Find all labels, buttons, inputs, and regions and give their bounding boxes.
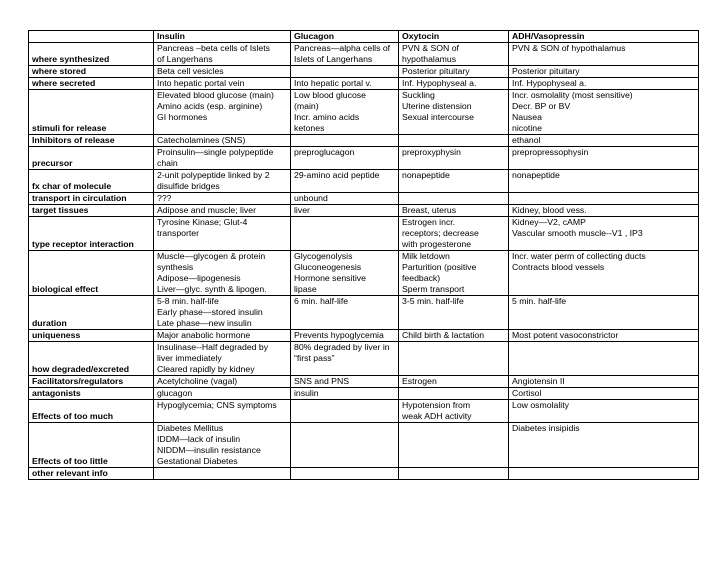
cell-line: Insulinase--Half degraded by xyxy=(157,342,269,352)
cell-line: Amino acids (esp. arginine) xyxy=(157,101,263,111)
table-cell xyxy=(154,43,291,66)
table-body xyxy=(29,43,699,480)
table-row xyxy=(29,468,699,480)
header-cell: Glucagon xyxy=(291,31,399,43)
cell-line: Parturition (positive xyxy=(402,262,477,272)
table-cell xyxy=(509,342,699,376)
table-cell xyxy=(291,342,399,376)
row-label: where stored xyxy=(29,66,154,78)
cell-line: receptors; decrease xyxy=(402,228,479,238)
table-cell xyxy=(291,147,399,170)
cell-line: Islets of Langerhans xyxy=(294,54,373,64)
table-row xyxy=(29,330,699,342)
row-label: antagonists xyxy=(29,388,154,400)
cell-line: Posterior pituitary xyxy=(402,66,470,76)
cell-line: Posterior pituitary xyxy=(512,66,580,76)
cell-line: Beta cell vesicles xyxy=(157,66,224,76)
table-cell xyxy=(291,43,399,66)
cell-line: Diabetes insipidis xyxy=(512,423,580,433)
cell-line xyxy=(512,456,695,467)
table-cell xyxy=(154,342,291,376)
cell-line: Suckling xyxy=(402,90,435,100)
cell-line: Early phase—stored insulin xyxy=(157,307,263,317)
table-cell xyxy=(291,90,399,135)
table-cell xyxy=(509,205,699,217)
table-cell xyxy=(154,400,291,423)
cell-line xyxy=(512,411,695,422)
cell-line: Into hepatic portal v. xyxy=(294,78,372,88)
cell-line: “first pass” xyxy=(294,353,335,363)
cell-line xyxy=(402,123,505,134)
table-cell xyxy=(399,468,509,480)
table-cell xyxy=(154,468,291,480)
cell-line xyxy=(402,423,505,434)
cell-line xyxy=(512,445,695,456)
cell-line: Milk letdown xyxy=(402,251,450,261)
cell-line: feedback) xyxy=(402,273,441,283)
table-cell xyxy=(291,330,399,342)
row-label: Effects of too much xyxy=(29,400,154,423)
table-cell xyxy=(509,170,699,193)
table-cell xyxy=(291,388,399,400)
table-cell xyxy=(399,66,509,78)
table-row xyxy=(29,388,699,400)
table-cell xyxy=(399,251,509,296)
cell-line xyxy=(294,217,395,228)
cell-line: Major anabolic hormone xyxy=(157,330,251,340)
cell-line: Kidney—V2, cAMP xyxy=(512,217,586,227)
cell-line: Contracts blood vessels xyxy=(512,262,605,272)
cell-line xyxy=(512,273,695,284)
cell-line: Into hepatic portal vein xyxy=(157,78,245,88)
table-cell xyxy=(154,423,291,468)
cell-line: nonapeptide xyxy=(402,170,450,180)
table-cell xyxy=(399,43,509,66)
table-row xyxy=(29,423,699,468)
cell-line: Estrogen incr. xyxy=(402,217,456,227)
cell-line: preproxyphysin xyxy=(402,147,461,157)
cell-line: PVN & SON of xyxy=(402,43,459,53)
table-cell xyxy=(399,342,509,376)
cell-line: Low osmolality xyxy=(512,400,569,410)
row-label: transport in circulation xyxy=(29,193,154,205)
cell-line: Low blood glucose xyxy=(294,90,366,100)
cell-line: Adipose and muscle; liver xyxy=(157,205,256,215)
cell-line xyxy=(294,468,395,479)
table-cell xyxy=(291,66,399,78)
cell-line: Elevated blood glucose (main) xyxy=(157,90,274,100)
cell-line xyxy=(512,434,695,445)
table-cell xyxy=(399,90,509,135)
table-row xyxy=(29,251,699,296)
cell-line xyxy=(512,342,695,353)
row-label: precursor xyxy=(29,147,154,170)
table-cell xyxy=(154,78,291,90)
cell-line: Inf. Hypophyseal a. xyxy=(402,78,477,88)
header-cell: Insulin xyxy=(154,31,291,43)
table-cell xyxy=(291,217,399,251)
table-row xyxy=(29,193,699,205)
row-label: other relevant info xyxy=(29,468,154,480)
cell-line: 5 min. half-life xyxy=(512,296,567,306)
table-cell xyxy=(291,296,399,330)
cell-line: Hypotension from xyxy=(402,400,471,410)
table-cell xyxy=(399,296,509,330)
table-cell xyxy=(291,135,399,147)
table-cell xyxy=(154,217,291,251)
table-row xyxy=(29,43,699,66)
cell-line: ethanol xyxy=(512,135,541,145)
cell-line: disulfide bridges xyxy=(157,181,220,191)
table-row xyxy=(29,296,699,330)
table-cell xyxy=(154,170,291,193)
table-cell xyxy=(509,468,699,480)
cell-line: 80% degraded by liver in xyxy=(294,342,390,352)
cell-line: weak ADH activity xyxy=(402,411,472,421)
cell-line: Glycogenolysis xyxy=(294,251,353,261)
row-label: fx char of molecule xyxy=(29,170,154,193)
row-label: Facilitators/regulators xyxy=(29,376,154,388)
cell-line: Acetylcholine (vagal) xyxy=(157,376,238,386)
row-label: where secreted xyxy=(29,78,154,90)
table-cell xyxy=(509,193,699,205)
cell-line: nonapeptide xyxy=(512,170,560,180)
hormone-table xyxy=(28,30,699,480)
table-cell xyxy=(509,78,699,90)
cell-line xyxy=(294,66,395,77)
table-row xyxy=(29,78,699,90)
cell-line: unbound xyxy=(294,193,328,203)
cell-line xyxy=(294,135,395,146)
cell-line xyxy=(157,411,287,422)
table-cell xyxy=(154,205,291,217)
cell-line: Nausea xyxy=(512,112,542,122)
table-cell xyxy=(509,251,699,296)
cell-line: Child birth & lactation xyxy=(402,330,485,340)
cell-line: Adipose—lipogenesis xyxy=(157,273,241,283)
row-label: duration xyxy=(29,296,154,330)
cell-line xyxy=(512,284,695,295)
cell-line: lipase xyxy=(294,284,317,294)
table-cell xyxy=(399,400,509,423)
row-label: where synthesized xyxy=(29,43,154,66)
cell-line: Kidney, blood vess. xyxy=(512,205,587,215)
cell-line: Sperm transport xyxy=(402,284,465,294)
cell-line: Breast, uterus xyxy=(402,205,457,215)
cell-line: Sexual intercourse xyxy=(402,112,474,122)
cell-line xyxy=(157,239,287,250)
header-cell: ADH/Vasopressin xyxy=(509,31,699,43)
row-label: Inhibitors of release xyxy=(29,135,154,147)
cell-line: 6 min. half-life xyxy=(294,296,349,306)
cell-line: Cleared rapidly by kidney xyxy=(157,364,255,374)
table-cell xyxy=(509,90,699,135)
cell-line xyxy=(402,135,505,146)
header-cell: Oxytocin xyxy=(399,31,509,43)
table-cell xyxy=(399,423,509,468)
table-cell xyxy=(509,147,699,170)
cell-line: Hormone sensitive xyxy=(294,273,366,283)
table-cell xyxy=(509,376,699,388)
cell-line: Tyrosine Kinase; Glut-4 xyxy=(157,217,248,227)
cell-line: preproglucagon xyxy=(294,147,355,157)
table-cell xyxy=(399,78,509,90)
cell-line: IDDM—lack of insulin xyxy=(157,434,241,444)
cell-line: hypothalamus xyxy=(402,54,457,64)
cell-line: Prevents hypoglycemia xyxy=(294,330,384,340)
table-cell xyxy=(509,66,699,78)
hormone-comparison-document xyxy=(28,30,698,480)
cell-line: Gestational Diabetes xyxy=(157,456,238,466)
cell-line: liver immediately xyxy=(157,353,222,363)
row-label: type receptor interaction xyxy=(29,217,154,251)
cell-line: Gluconeogenesis xyxy=(294,262,362,272)
cell-line: 2-unit polypeptide linked by 2 xyxy=(157,170,270,180)
table-cell xyxy=(291,251,399,296)
cell-line: liver xyxy=(294,205,310,215)
table-cell xyxy=(291,376,399,388)
table-cell xyxy=(509,388,699,400)
table-cell xyxy=(399,147,509,170)
table-cell xyxy=(399,135,509,147)
cell-line: Cortisol xyxy=(512,388,542,398)
cell-line: Incr. osmolality (most sensitive) xyxy=(512,90,633,100)
header-cell xyxy=(29,31,154,43)
table-cell xyxy=(509,43,699,66)
table-cell xyxy=(154,251,291,296)
table-cell xyxy=(154,376,291,388)
cell-line: Decr. BP or BV xyxy=(512,101,571,111)
table-row xyxy=(29,90,699,135)
cell-line xyxy=(294,400,395,411)
cell-line: insulin xyxy=(294,388,319,398)
cell-line xyxy=(512,193,695,204)
table-cell xyxy=(399,388,509,400)
cell-line: glucagon xyxy=(157,388,193,398)
table-cell xyxy=(291,205,399,217)
table-row xyxy=(29,376,699,388)
cell-line: chain xyxy=(157,158,178,168)
table-row xyxy=(29,342,699,376)
table-row xyxy=(29,217,699,251)
table-cell xyxy=(154,296,291,330)
cell-line: Inf. Hypophyseal a. xyxy=(512,78,587,88)
cell-line: Pancreas—alpha cells of xyxy=(294,43,391,53)
row-label: target tissues xyxy=(29,205,154,217)
table-cell xyxy=(154,193,291,205)
table-row xyxy=(29,205,699,217)
cell-line: GI hormones xyxy=(157,112,208,122)
cell-line xyxy=(402,193,505,204)
table-cell xyxy=(509,296,699,330)
row-label: how degraded/excreted xyxy=(29,342,154,376)
cell-line: 29-amino acid peptide xyxy=(294,170,380,180)
cell-line: Estrogen xyxy=(402,376,437,386)
row-label: Effects of too little xyxy=(29,423,154,468)
cell-line: transporter xyxy=(157,228,200,238)
table-cell xyxy=(291,170,399,193)
cell-line: Hypoglycemia; CNS symptoms xyxy=(157,400,277,410)
row-label: stimuli for release xyxy=(29,90,154,135)
row-label: biological effect xyxy=(29,251,154,296)
table-cell xyxy=(154,388,291,400)
cell-line xyxy=(157,468,287,479)
table-row xyxy=(29,66,699,78)
table-cell xyxy=(509,400,699,423)
cell-line: Vascular smooth muscle--V1 , IP3 xyxy=(512,228,643,238)
table-cell xyxy=(399,170,509,193)
cell-line: Angiotensin II xyxy=(512,376,565,386)
cell-line: PVN & SON of hypothalamus xyxy=(512,43,626,53)
cell-line: ketones xyxy=(294,123,325,133)
cell-line: synthesis xyxy=(157,262,194,272)
cell-line: prepropressophysin xyxy=(512,147,589,157)
cell-line: Incr. amino acids xyxy=(294,112,360,122)
table-cell xyxy=(154,147,291,170)
cell-line xyxy=(402,388,505,399)
table-cell xyxy=(509,330,699,342)
cell-line: of Langerhans xyxy=(157,54,213,64)
table-cell xyxy=(509,135,699,147)
cell-line: Muscle—glycogen & protein xyxy=(157,251,266,261)
cell-line: (main) xyxy=(294,101,319,111)
cell-line xyxy=(402,342,505,353)
cell-line: Most potent vasoconstrictor xyxy=(512,330,619,340)
table-row xyxy=(29,135,699,147)
cell-line xyxy=(402,468,505,479)
cell-line xyxy=(512,239,695,250)
table-cell xyxy=(291,468,399,480)
cell-line xyxy=(512,468,695,479)
table-cell xyxy=(399,205,509,217)
cell-line: Uterine distension xyxy=(402,101,472,111)
table-row xyxy=(29,147,699,170)
cell-line: 5-8 min. half-life xyxy=(157,296,219,306)
cell-line: ??? xyxy=(157,193,172,203)
table-row xyxy=(29,170,699,193)
table-cell xyxy=(291,78,399,90)
cell-line xyxy=(294,423,395,434)
cell-line: Proinsulin—single polypeptide xyxy=(157,147,274,157)
table-cell xyxy=(291,193,399,205)
table-cell xyxy=(154,135,291,147)
table-cell xyxy=(509,217,699,251)
table-cell xyxy=(291,423,399,468)
cell-line: Catecholamines (SNS) xyxy=(157,135,246,145)
cell-line: nicotine xyxy=(512,123,542,133)
cell-line: 3-5 min. half-life xyxy=(402,296,464,306)
header-row xyxy=(29,31,699,43)
table-cell xyxy=(154,330,291,342)
cell-line: Incr. water perm of collecting ducts xyxy=(512,251,646,261)
cell-line xyxy=(157,123,287,134)
table-cell xyxy=(399,217,509,251)
cell-line: with progesterone xyxy=(402,239,472,249)
cell-line: Diabetes Mellitus xyxy=(157,423,224,433)
table-cell xyxy=(154,66,291,78)
table-cell xyxy=(291,400,399,423)
table-cell xyxy=(154,90,291,135)
table-cell xyxy=(399,376,509,388)
table-cell xyxy=(399,330,509,342)
table-row xyxy=(29,400,699,423)
cell-line: Late phase—new insulin xyxy=(157,318,252,328)
table-cell xyxy=(509,423,699,468)
cell-line: NIDDM—insulin resistance xyxy=(157,445,261,455)
cell-line: Liver—glyc. synth & lipogen. xyxy=(157,284,267,294)
row-label: uniqueness xyxy=(29,330,154,342)
cell-line: Pancreas –beta cells of Islets xyxy=(157,43,270,53)
table-cell xyxy=(399,193,509,205)
cell-line: SNS and PNS xyxy=(294,376,350,386)
